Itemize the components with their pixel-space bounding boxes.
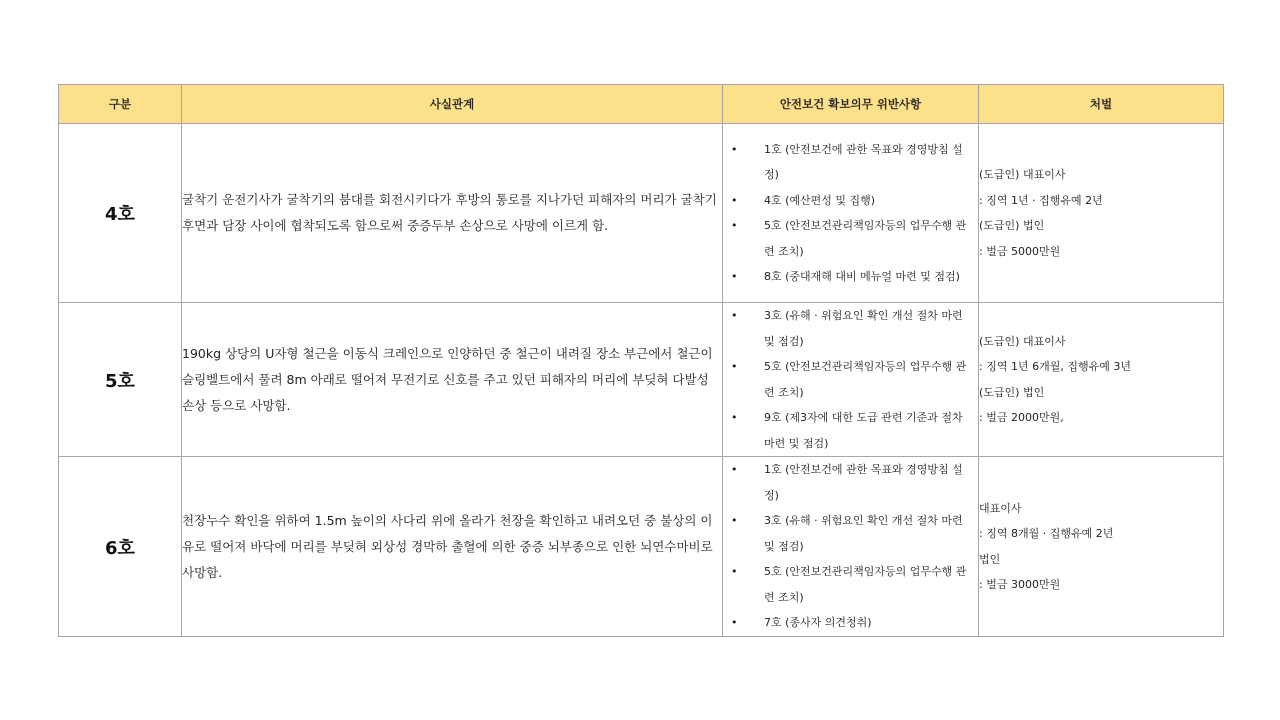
violation-item [723, 213, 978, 264]
case-penalty [979, 124, 1224, 303]
case-violations [723, 457, 979, 637]
case-penalty [979, 457, 1224, 637]
penalty-line: (도급인) 법인 [979, 385, 1045, 399]
case-penalty [979, 303, 1224, 457]
bullet-icon: • [731, 360, 738, 373]
violation-item [723, 610, 978, 636]
violation-text: 1호 (안전보건에 관한 목표와 경영방침 설정) [764, 142, 963, 181]
violation-item [723, 405, 978, 456]
bullet-icon: • [731, 616, 738, 630]
case-violations [723, 303, 979, 457]
bullet-icon: • [731, 309, 738, 322]
bullet-icon: • [731, 270, 738, 283]
violation-text: 8호 (중대재해 대비 메뉴얼 마련 및 점검) [764, 270, 960, 283]
case-facts: 천장누수 확인을 위하여 1.5m 높이의 사다리 위에 올라가 천장을 확인하고 내려오던 중 불상의 이유로 떨어져 바닥에 머리를 부딪혀 외상성 경막하 출혈에 의한 중증 뇌부종으로 인한 뇌연수마비로 사망함. [182, 457, 723, 637]
violation-text: 5호 (안전보건관리책임자등의 업무수행 관련 조치) [764, 360, 967, 399]
header-facts: 사실관계 [182, 85, 723, 124]
violation-text: 5호 (안전보건관리책임자등의 업무수행 관련 조치) [764, 219, 967, 258]
penalty-line: (도급인) 대표이사 [979, 168, 1066, 181]
violation-text: 3호 (유해 · 위험요인 확인 개선 절차 마련 및 점검) [764, 514, 963, 553]
bullet-icon: • [731, 193, 738, 207]
header-violations: 안전보건 확보의무 위반사항 [723, 85, 979, 124]
violation-text: 9호 (제3자에 대한 도급 관련 기준과 절차 마련 및 점검) [764, 411, 963, 450]
violation-item [723, 559, 978, 610]
violation-text: 4호 (예산편성 및 집행) [764, 193, 876, 207]
violation-text: 7호 (종사자 의견청취) [764, 616, 872, 630]
bullet-icon: • [731, 463, 738, 477]
case-number: 6호 [59, 457, 182, 637]
table-row [59, 124, 1224, 303]
case-facts: 190kg 상당의 U자형 철근을 이동식 크레인으로 인양하던 중 철근이 내려질 장소 부근에서 철근이 슬링벨트에서 풀려 8m 아래로 떨어져 무전기로 신호를 주고 있던 피해자의 머리에 부딪혀 다발성 손상 등으로 사망함. [182, 303, 723, 457]
penalty-line: : 벌금 5000만원 [979, 244, 1061, 258]
bullet-icon: • [731, 219, 738, 232]
penalty-line: (도급인) 대표이사 [979, 334, 1066, 348]
violation-text: 3호 (유해 · 위험요인 확인 개선 절차 마련 및 점검) [764, 309, 963, 348]
table-row [59, 303, 1224, 457]
header-row [59, 85, 1224, 124]
penalty-line: : 벌금 2000만원, [979, 411, 1064, 424]
penalty-line: 대표이사 [979, 501, 1022, 515]
violation-item [723, 303, 978, 354]
penalty-line: (도급인) 법인 [979, 219, 1045, 232]
violation-item [723, 137, 978, 188]
table-row [59, 457, 1224, 637]
penalty-line: : 징역 8개월 · 집행유예 2년 [979, 527, 1114, 540]
penalty-line: : 징역 1년 6개월, 집행유예 3년 [979, 360, 1131, 373]
penalty-line: 법인 [979, 552, 1001, 566]
case-table [58, 84, 1224, 637]
header-gubun: 구분 [59, 85, 182, 124]
bullet-icon: • [731, 411, 738, 424]
header-penalty: 처벌 [979, 85, 1224, 124]
case-number: 4호 [59, 124, 182, 303]
violation-item [723, 264, 978, 290]
bullet-icon: • [731, 142, 738, 156]
bullet-icon: • [731, 565, 738, 579]
penalty-line: : 징역 1년 · 집행유예 2년 [979, 193, 1103, 207]
violation-item [723, 457, 978, 508]
case-violations [723, 124, 979, 303]
violation-item [723, 354, 978, 405]
penalty-line: : 벌금 3000만원 [979, 578, 1061, 591]
violation-item [723, 188, 978, 214]
violation-text: 5호 (안전보건관리책임자등의 업무수행 관련 조치) [764, 565, 967, 604]
bullet-icon: • [731, 514, 738, 528]
case-facts: 굴착기 운전기사가 굴착기의 붐대를 회전시키다가 후방의 통로를 지나가던 피해자의 머리가 굴착기 후면과 담장 사이에 협착되도록 함으로써 중증두부 손상으로 사망에 이르게 함. [182, 124, 723, 303]
violation-text: 1호 (안전보건에 관한 목표와 경영방침 설정) [764, 463, 963, 502]
violation-item [723, 508, 978, 559]
case-number: 5호 [59, 303, 182, 457]
